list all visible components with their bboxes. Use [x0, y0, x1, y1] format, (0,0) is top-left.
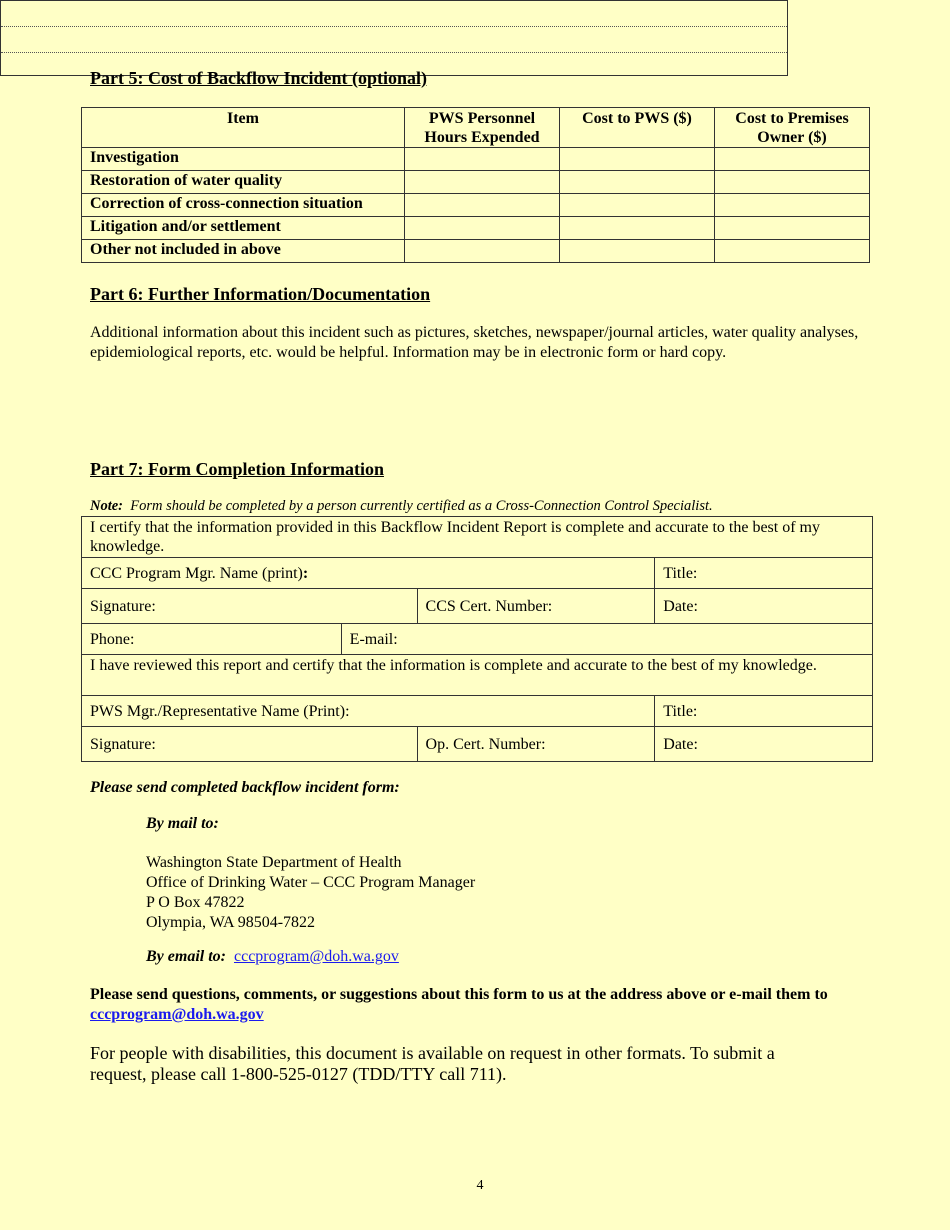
table-row — [82, 194, 870, 217]
column-header-cost-owner: Cost to Premises Owner ($) — [715, 108, 870, 148]
cost-pws-cell[interactable] — [560, 171, 715, 194]
mailing-address — [146, 853, 475, 933]
ccs-cert-number-field[interactable]: CCS Cert. Number: — [417, 589, 655, 624]
table-row — [82, 624, 873, 655]
table-row — [82, 240, 870, 263]
pws-title-field[interactable]: Title: — [655, 696, 873, 727]
by-email-label: By email to: — [146, 948, 226, 965]
questions-note — [90, 985, 870, 1025]
row-item-label: Correction of cross-connection situation — [82, 194, 405, 217]
table-row — [82, 171, 870, 194]
accessibility-notice: For people with disabilities, this document is available on request in other formats. To submit a request, please call 1-800-525-0127 (TDD/TTY call 711). — [90, 1043, 775, 1084]
hours-cell[interactable] — [405, 194, 560, 217]
address-line: Office of Drinking Water – CCC Program Manager — [146, 874, 476, 891]
completion-form-table — [81, 516, 873, 762]
table-row — [82, 148, 870, 171]
part6-heading: Part 6: Further Information/Documentation — [90, 284, 431, 304]
op-cert-number-field[interactable]: Op. Cert. Number: — [417, 727, 655, 762]
pws-mgr-name-field[interactable]: PWS Mgr./Representative Name (Print): — [82, 696, 655, 727]
table-row — [82, 696, 873, 727]
pws-certification-statement: I have reviewed this report and certify that the information is complete and accurate to the best of my knowledge. — [82, 655, 873, 696]
send-intro: Please send completed backflow incident form: — [90, 779, 400, 796]
cost-table-header — [82, 108, 870, 148]
row-item-label: Litigation and/or settlement — [82, 217, 405, 240]
pws-signature-field[interactable]: Signature: — [82, 727, 418, 762]
address-line: P O Box 47822 — [146, 894, 245, 911]
by-mail-label: By mail to: — [146, 815, 219, 832]
column-header-hours: PWS Personnel Hours Expended — [405, 108, 560, 148]
documentation-line[interactable] — [1, 27, 787, 53]
note-text: Form should be completed by a person currently certified as a Cross-Connection Control Specialist. — [130, 498, 713, 514]
questions-text: Please send questions, comments, or suggestions about this form to us at the address above or e-mail them to — [90, 986, 828, 1003]
row-item-label: Restoration of water quality — [82, 171, 405, 194]
hours-cell[interactable] — [405, 171, 560, 194]
part7-heading: Part 7: Form Completion Information — [90, 459, 384, 479]
ccc-signature-field[interactable]: Signature: — [82, 589, 418, 624]
cost-owner-cell[interactable] — [715, 171, 870, 194]
hours-cell[interactable] — [405, 240, 560, 263]
address-line: Olympia, WA 98504-7822 — [146, 914, 316, 931]
email-link[interactable]: cccprogram@doh.wa.gov — [233, 948, 399, 965]
cost-owner-cell[interactable] — [715, 240, 870, 263]
email-field[interactable]: E-mail: — [341, 624, 872, 655]
cost-pws-cell[interactable] — [560, 217, 715, 240]
part5-heading: Part 5: Cost of Backflow Incident (optional) — [90, 68, 427, 88]
cost-table — [81, 107, 870, 263]
cost-owner-cell[interactable] — [715, 194, 870, 217]
questions-email-link[interactable]: cccprogram@doh.wa.gov — [90, 1006, 264, 1023]
ccs-certification-statement: I certify that the information provided in this Backflow Incident Report is complete and accurate to the best of my knowledge. — [82, 517, 873, 558]
table-row — [82, 655, 873, 696]
cost-pws-cell[interactable] — [560, 194, 715, 217]
table-row — [82, 517, 873, 558]
row-item-label: Other not included in above — [82, 240, 405, 263]
table-row — [82, 217, 870, 240]
column-header-item: Item — [82, 108, 405, 148]
pws-date-field[interactable]: Date: — [655, 727, 873, 762]
cost-pws-cell[interactable] — [560, 240, 715, 263]
note-label: Note: — [90, 498, 124, 514]
part6-description: Additional information about this incident such as pictures, sketches, newspaper/journal articles, water quality analyses, epidemiological reports, etc. would be helpful. Information may be in electronic form or hard copy. — [90, 324, 859, 361]
hours-cell[interactable] — [405, 217, 560, 240]
ccc-date-field[interactable]: Date: — [655, 589, 873, 624]
documentation-line[interactable] — [1, 1, 787, 27]
documentation-box — [0, 0, 788, 76]
cost-pws-cell[interactable] — [560, 148, 715, 171]
by-email-line — [146, 948, 399, 966]
ccc-title-field[interactable]: Title: — [655, 558, 873, 589]
cost-owner-cell[interactable] — [715, 148, 870, 171]
table-row — [82, 589, 873, 624]
ccc-mgr-name-field[interactable]: CCC Program Mgr. Name (print): — [82, 558, 655, 589]
hours-cell[interactable] — [405, 148, 560, 171]
row-item-label: Investigation — [82, 148, 405, 171]
table-row — [82, 727, 873, 762]
table-row — [82, 558, 873, 589]
address-line: Washington State Department of Health — [146, 854, 402, 871]
page-number: 4 — [476, 1178, 484, 1193]
part7-note — [90, 498, 713, 515]
phone-field[interactable]: Phone: — [82, 624, 342, 655]
column-header-cost-pws: Cost to PWS ($) — [560, 108, 715, 148]
cost-owner-cell[interactable] — [715, 217, 870, 240]
